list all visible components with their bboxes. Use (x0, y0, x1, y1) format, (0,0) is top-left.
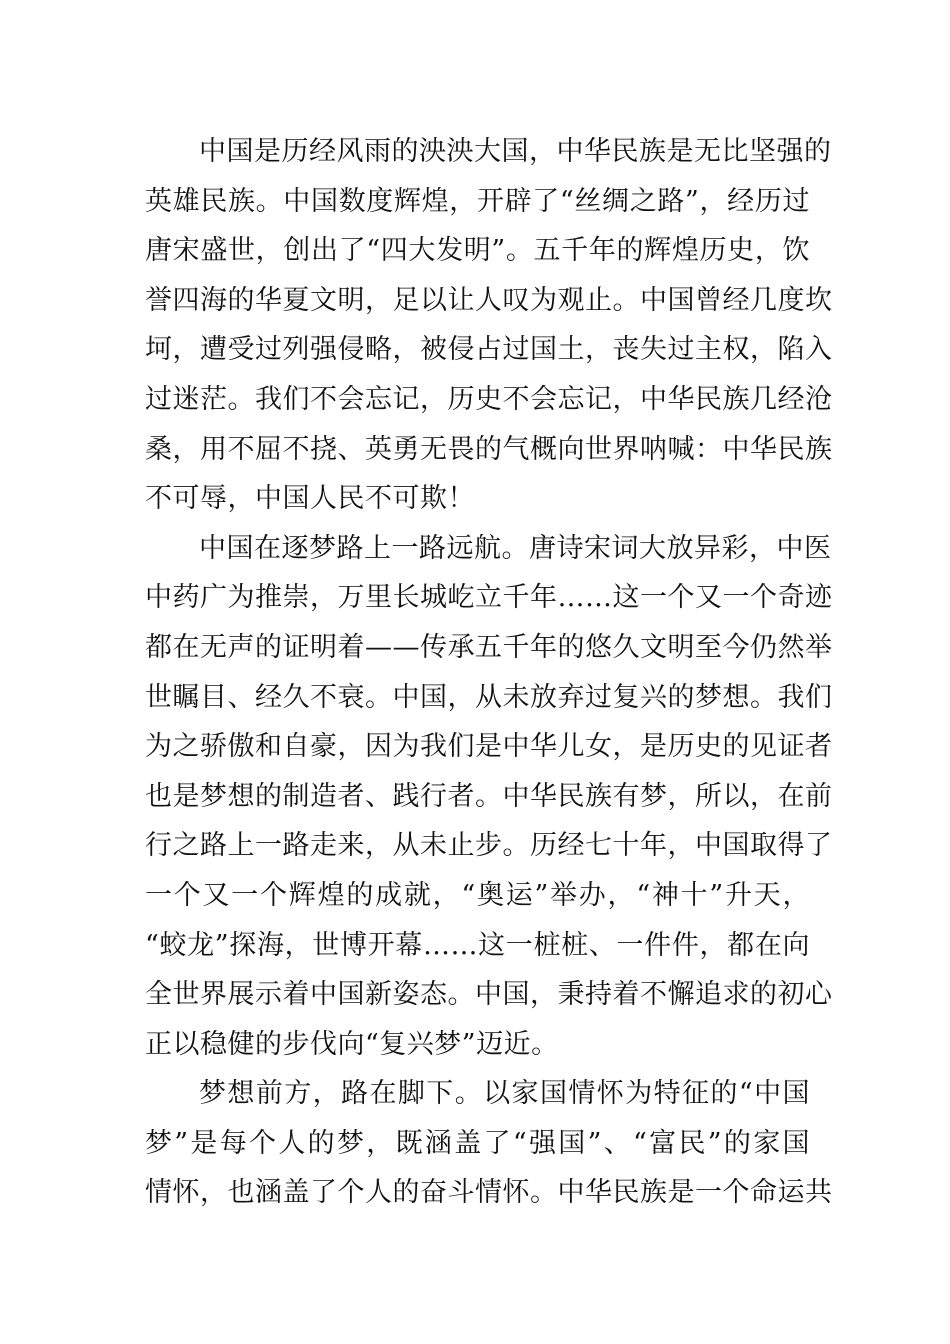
text-line: 唐宋盛世，创出了“四大发明”。五千年的辉煌历史，饮 (145, 235, 810, 267)
text-line: 过迷茫。我们不会忘记，历史不会忘记，中华民族几经沧 (145, 383, 833, 415)
text-line: 誉四海的华夏文明，足以让人叹为观止。中国曾经几度坎 (145, 284, 833, 316)
text-line: 也是梦想的制造者、践行者。中华民族有梦，所以，在前 (145, 780, 833, 812)
body-text (145, 127, 833, 1218)
text-line: 中国在逐梦路上一路远航。唐诗宋词大放异彩，中医 (199, 532, 832, 564)
text-line: 行之路上一路走来，从未止步。历经七十年，中国取得了 (145, 830, 833, 862)
text-line: 一个又一个辉煌的成就，“奥运”举办，“神十”升天， (145, 879, 810, 911)
paragraph-3 (145, 1069, 833, 1218)
text-line: 梦”是每个人的梦，既涵盖了“强国”、“富民”的家国 (145, 1127, 810, 1159)
text-line: “蛟龙”探海，世博开幕……这一桩桩、一件件，都在向 (145, 929, 810, 961)
text-line: 情怀，也涵盖了个人的奋斗情怀。中华民族是一个命运共 (145, 1177, 833, 1209)
text-line: 都在无声的证明着——传承五千年的悠久文明至今仍然举 (145, 631, 833, 663)
text-line: 中药广为推崇，万里长城屹立千年……这一个又一个奇迹 (145, 582, 833, 614)
paragraph-2 (145, 524, 833, 1070)
text-line: 英雄民族。中国数度辉煌，开辟了“丝绸之路”，经历过 (145, 185, 810, 217)
text-line: 不可辱，中国人民不可欺！ (145, 483, 475, 515)
text-line: 坷，遭受过列强侵略，被侵占过国土，丧失过主权，陷入 (145, 334, 833, 366)
text-line: 正以稳健的步伐向“复兴梦”迈近。 (145, 1028, 559, 1060)
text-line: 桑，用不屈不挠、英勇无畏的气概向世界呐喊：中华民族 (145, 433, 833, 465)
text-line: 全世界展示着中国新姿态。中国，秉持着不懈追求的初心 (145, 979, 833, 1011)
text-line: 梦想前方，路在脚下。以家国情怀为特征的“中国 (199, 1078, 810, 1110)
paragraph-1 (145, 127, 833, 524)
text-line: 中国是历经风雨的泱泱大国，中华民族是无比坚强的 (199, 136, 832, 167)
text-line: 为之骄傲和自豪，因为我们是中华儿女，是历史的见证者 (145, 731, 833, 763)
text-line: 世瞩目、经久不衰。中国，从未放弃过复兴的梦想。我们 (145, 681, 833, 713)
